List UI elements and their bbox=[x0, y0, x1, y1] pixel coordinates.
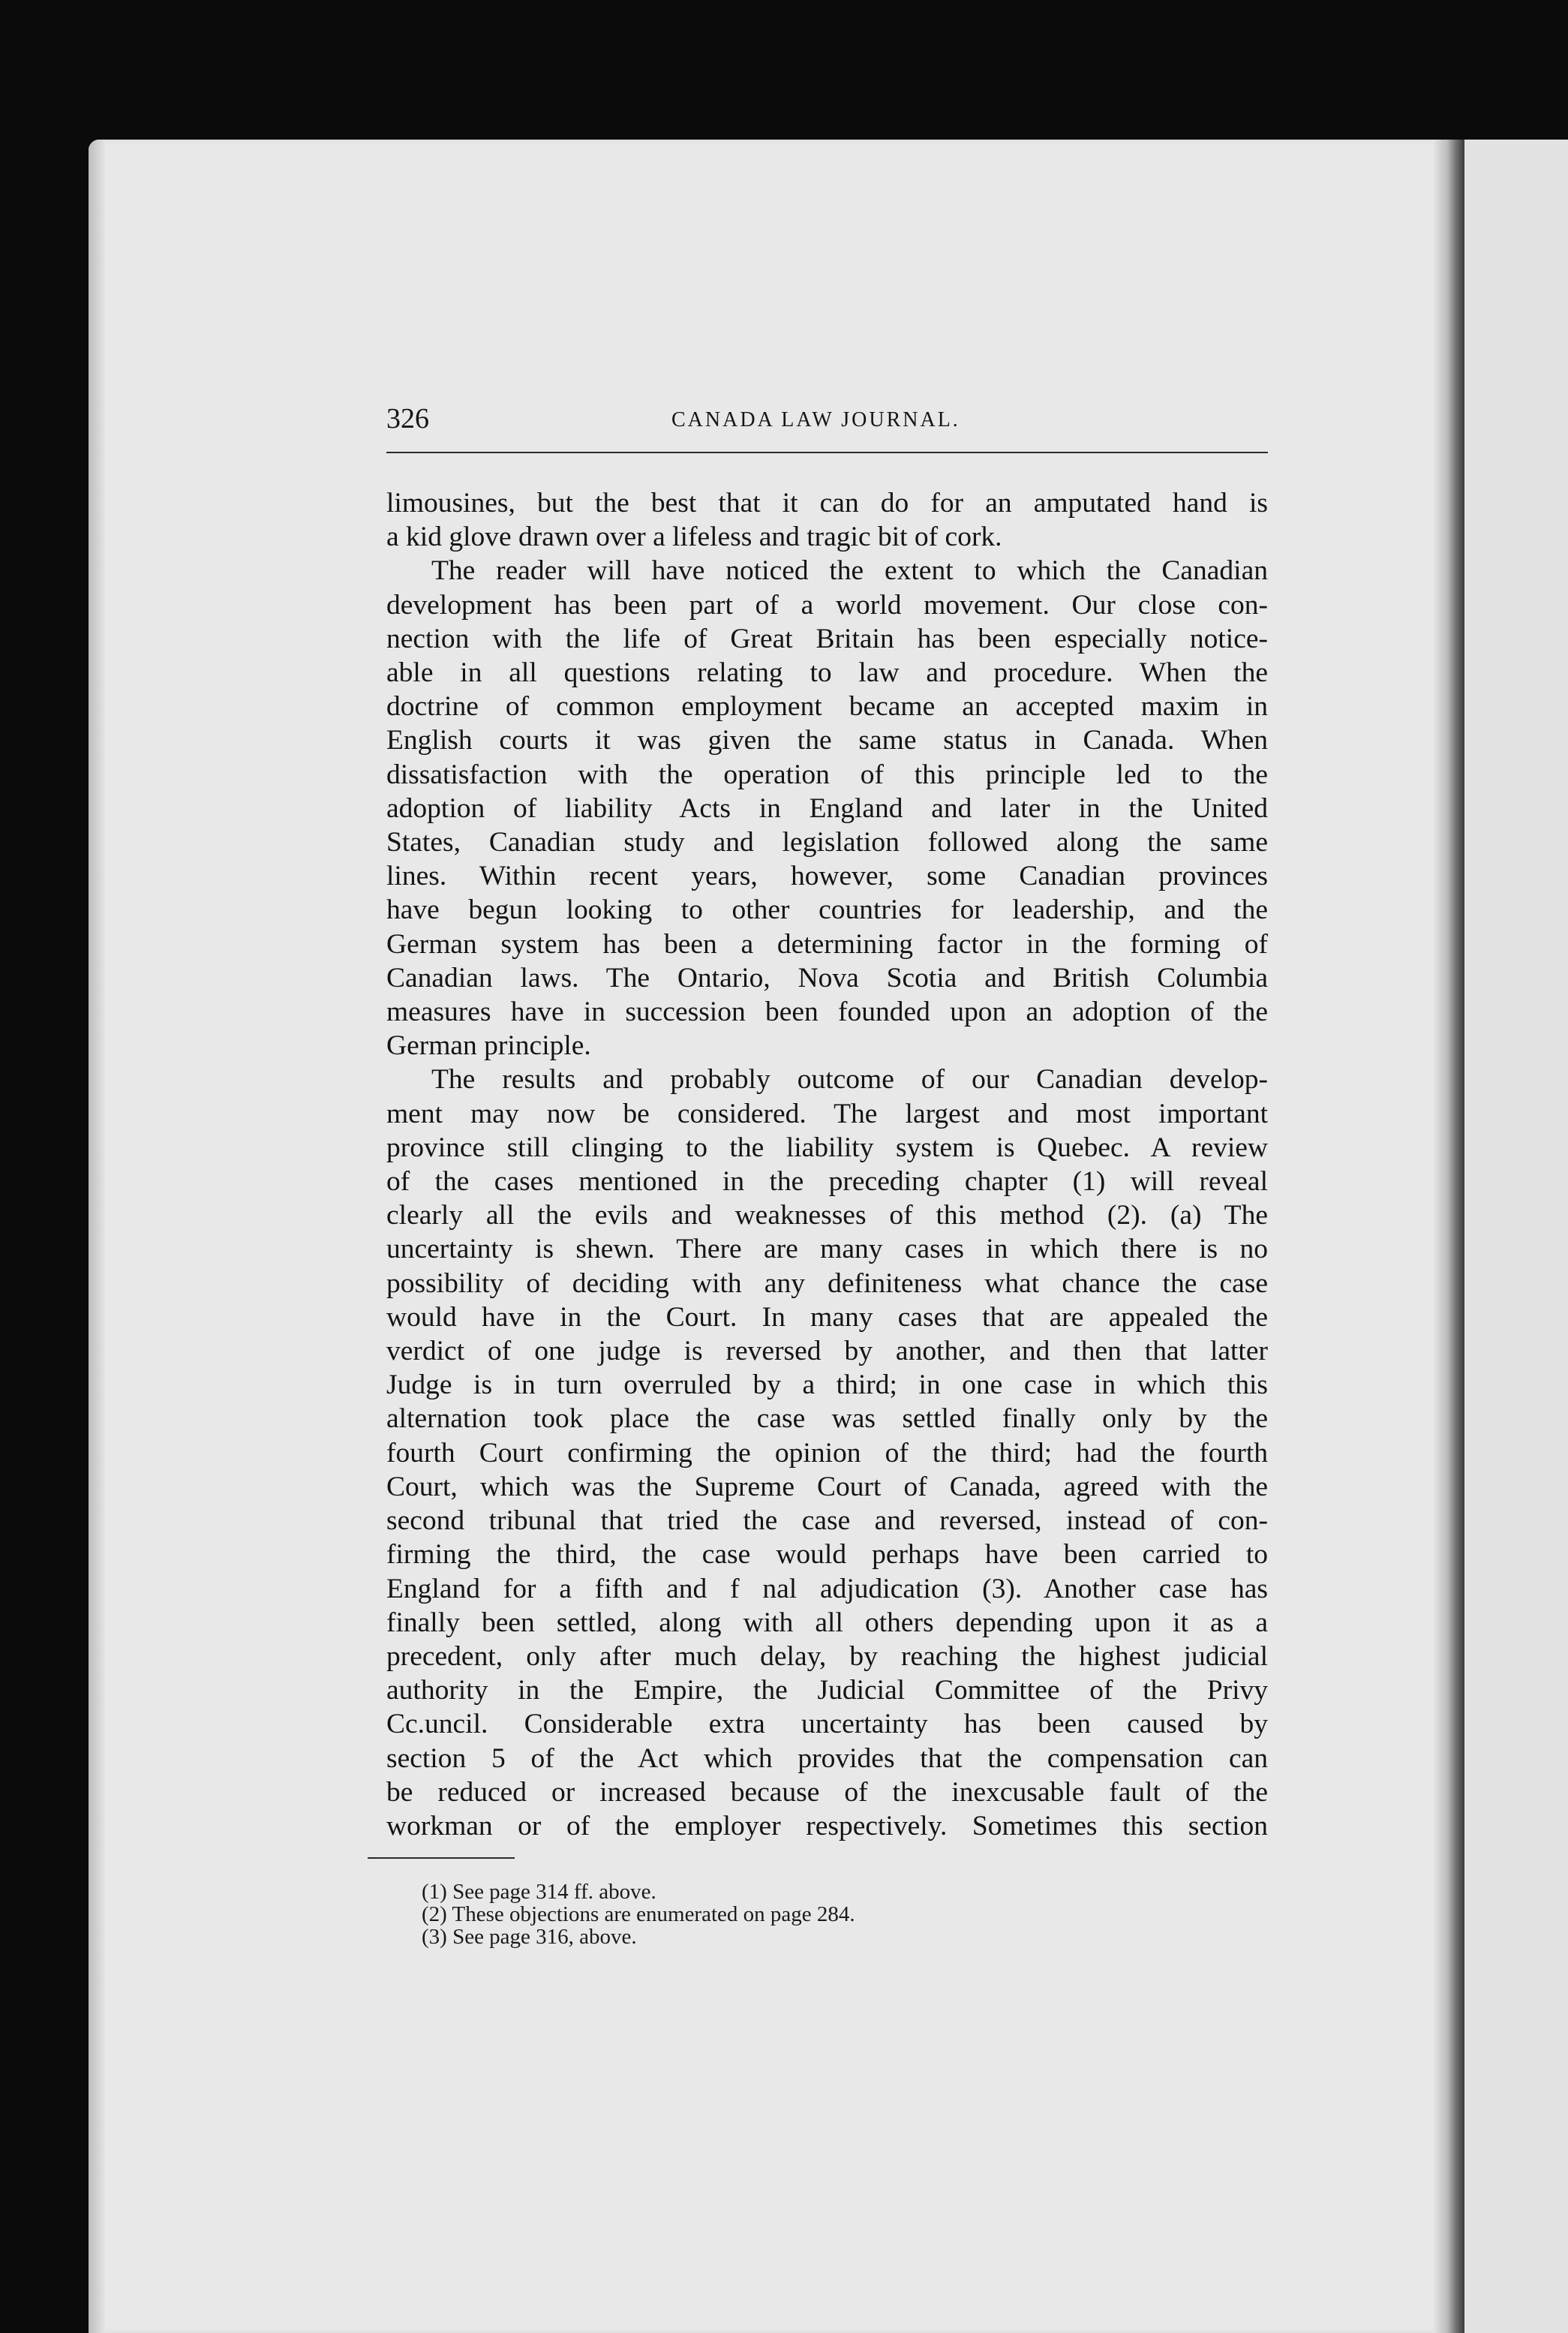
page-number: 326 bbox=[386, 403, 429, 434]
text-line: States, Canadian study and legislation followed along the same bbox=[386, 827, 1268, 858]
footnotes bbox=[422, 1881, 855, 1948]
text-line: doctrine of common employment became an accepted maxim in bbox=[386, 691, 1268, 723]
text-line: would have in the Court. In many cases that are appealed the bbox=[386, 1301, 1268, 1333]
text-line: able in all questions relating to law and procedure. When the bbox=[386, 657, 1268, 689]
text-line: of the cases mentioned in the preceding chapter (1) will reveal bbox=[386, 1166, 1268, 1198]
text-line: workman or of the employer respectively. Sometimes this section bbox=[386, 1810, 1268, 1841]
text-line: second tribunal that tried the case and reversed, instead of con- bbox=[386, 1505, 1268, 1537]
text-line: fourth Court confirming the opinion of the third; had the fourth bbox=[386, 1437, 1268, 1469]
text-line: province still clinging to the liability system is Quebec. A review bbox=[386, 1132, 1268, 1163]
text-line: section 5 of the Act which provides that the compensation can bbox=[386, 1742, 1268, 1774]
text-line: The results and probably outcome of our Canadian develop- bbox=[431, 1064, 1268, 1096]
footnote: (1) See page 314 ff. above. bbox=[422, 1880, 656, 1904]
text-line: finally been settled, along with all others depending upon it as a bbox=[386, 1607, 1268, 1638]
text-line: Judge is in turn overruled by a third; in one case in which this bbox=[386, 1369, 1268, 1401]
running-header bbox=[386, 402, 1268, 440]
text-line: German system has been a determining factor in the forming of bbox=[386, 928, 1268, 960]
text-line: Canadian laws. The Ontario, Nova Scotia and British Columbia bbox=[386, 962, 1268, 994]
text-line: adoption of liability Acts in England and later in the United bbox=[386, 792, 1268, 824]
text-line: German principle. bbox=[386, 1030, 591, 1062]
book-gutter-shadow bbox=[1433, 140, 1464, 2333]
text-line: England for a fifth and f nal adjudication (3). Another case has bbox=[386, 1573, 1268, 1604]
text-line: alternation took place the case was settled finally only by the bbox=[386, 1403, 1268, 1435]
text-line: nection with the life of Great Britain has been especially notice- bbox=[386, 623, 1268, 654]
journal-title: CANADA LAW JOURNAL. bbox=[671, 408, 960, 431]
text-line: authority in the Empire, the Judicial Committee of the Privy bbox=[386, 1675, 1268, 1706]
text-line: have begun looking to other countries for leadership, and the bbox=[386, 894, 1268, 926]
text-line: a kid glove drawn over a lifeless and tragic bit of cork. bbox=[386, 522, 1002, 553]
text-line: ment may now be considered. The largest and most important bbox=[386, 1098, 1268, 1129]
text-line: dissatisfaction with the operation of this principle led to the bbox=[386, 759, 1268, 790]
footnote: (3) See page 316, above. bbox=[422, 1925, 637, 1949]
header-rule bbox=[386, 452, 1268, 453]
text-line: verdict of one judge is reversed by another, and then that latter bbox=[386, 1336, 1268, 1367]
page-left-edge-shadow bbox=[89, 140, 105, 2333]
adjacent-page-edge bbox=[1464, 140, 1568, 2333]
text-line: limousines, but the best that it can do for an amputated hand is bbox=[386, 488, 1268, 519]
text-line: uncertainty is shewn. There are many cases in which there is no bbox=[386, 1234, 1268, 1265]
text-line: precedent, only after much delay, by reaching the highest judicial bbox=[386, 1640, 1268, 1672]
text-line: lines. Within recent years, however, some Canadian provinces bbox=[386, 861, 1268, 892]
text-line: The reader will have noticed the extent to which the Canadian bbox=[431, 555, 1268, 587]
text-line: development has been part of a world movement. Our close con- bbox=[386, 589, 1268, 621]
text-line: Cc.uncil. Considerable extra uncertainty has been caused by bbox=[386, 1709, 1268, 1740]
body-text bbox=[386, 486, 1268, 1843]
footnote-rule bbox=[368, 1857, 515, 1859]
text-line: clearly all the evils and weaknesses of this method (2). (a) The bbox=[386, 1200, 1268, 1231]
text-line: English courts it was given the same status in Canada. When bbox=[386, 725, 1268, 756]
text-line: possibility of deciding with any definiteness what chance the case bbox=[386, 1267, 1268, 1299]
text-line: Court, which was the Supreme Court of Canada, agreed with the bbox=[386, 1471, 1268, 1502]
text-line: measures have in succession been founded upon an adoption of the bbox=[386, 997, 1268, 1028]
footnote: (2) These objections are enumerated on page 284. bbox=[422, 1902, 855, 1926]
text-line: be reduced or increased because of the inexcusable fault of the bbox=[386, 1776, 1268, 1808]
text-line: firming the third, the case would perhaps have been carried to bbox=[386, 1539, 1268, 1571]
